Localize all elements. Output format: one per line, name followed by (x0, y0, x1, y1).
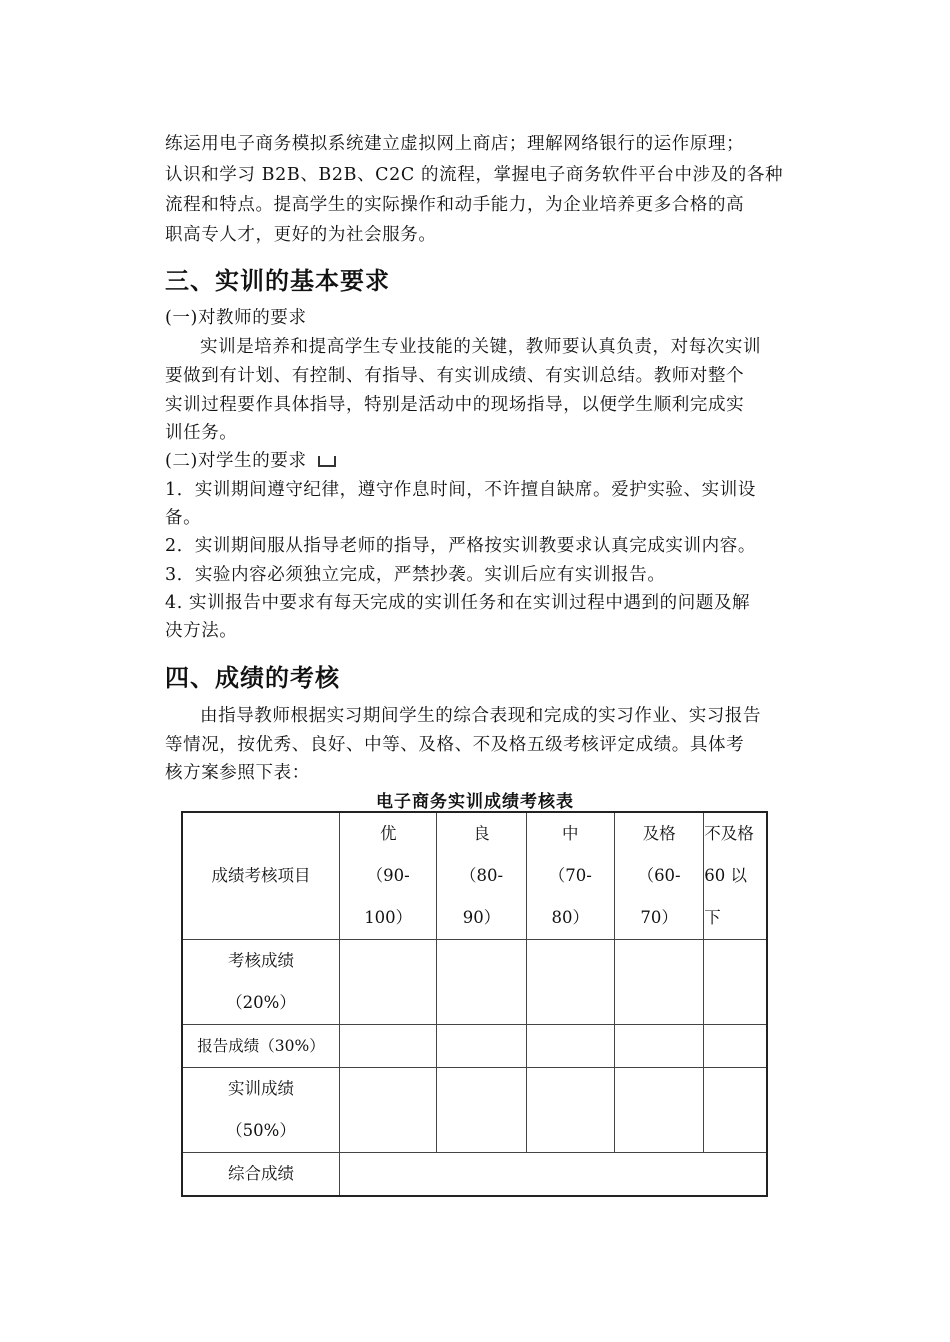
teacher-subheading: (一)对教师的要求 (165, 308, 307, 328)
grade-name: 良 (473, 824, 490, 843)
table-row (182, 1025, 767, 1068)
table-header-row (182, 812, 767, 940)
score-cell[interactable] (340, 940, 437, 1025)
grade-name: 不及格 (704, 824, 754, 843)
score-cell[interactable] (704, 940, 767, 1025)
score-cell[interactable] (614, 1068, 703, 1153)
score-cell[interactable] (526, 940, 614, 1025)
teacher-line: 实训过程要作具体指导，特别是活动中的现场指导，以便学生顺利完成实 (165, 395, 745, 415)
table-row (182, 1068, 767, 1153)
grade-range: 90） (462, 908, 501, 927)
score-cell[interactable] (437, 940, 526, 1025)
score-cell[interactable] (526, 1025, 614, 1068)
total-score-cell[interactable] (340, 1153, 767, 1197)
grade-name: 优 (379, 824, 397, 843)
intro-line: 认识和学习 B2B、B2B、C2C 的流程，掌握电子商务软件平台中涉及的各种 (165, 165, 784, 185)
student-line: 备。 (165, 508, 202, 528)
score-cell[interactable] (526, 1068, 614, 1153)
assessment-line: 核方案参照下表： (165, 763, 310, 783)
section-heading-3: 三、实训的基本要求 (165, 267, 390, 295)
score-cell[interactable] (437, 1025, 526, 1068)
grade-range: （90- (366, 866, 410, 885)
score-cell[interactable] (704, 1068, 767, 1153)
assessment-line: 等情况，按优秀、良好、中等、及格、不及格五级考核评定成绩。具体考 (165, 735, 745, 755)
table-row (182, 940, 767, 1025)
student-subheading: (二)对学生的要求 (165, 451, 307, 471)
teacher-line: 实训是培养和提高学生专业技能的关键，教师要认真负责，对每次实训 (200, 337, 762, 357)
score-cell[interactable] (614, 940, 703, 1025)
score-cell[interactable] (340, 1025, 437, 1068)
grade-range: （80- (459, 866, 504, 885)
assessment-line: 由指导教师根据实习期间学生的综合表现和完成的实习作业、实习报告 (200, 706, 762, 726)
grade-name: 及格 (642, 824, 676, 843)
score-cell[interactable] (437, 1068, 526, 1153)
row-label-cell (182, 1068, 340, 1153)
intro-line: 职高专人才，更好的为社会服务。 (165, 225, 437, 245)
text-cursor-mark (318, 456, 336, 467)
grade-range: 70） (640, 908, 678, 927)
row-label: 考核成绩 (228, 951, 295, 970)
header-item-cell (182, 812, 340, 940)
teacher-line: 训任务。 (165, 423, 238, 443)
row-weight: （50%） (226, 1121, 296, 1140)
row-label: 综合成绩 (228, 1164, 295, 1183)
grade-range: （70- (548, 866, 592, 885)
intro-line: 练运用电子商务模拟系统建立虚拟网上商店；理解网络银行的运作原理； (165, 134, 745, 154)
student-line: 决方法。 (165, 621, 238, 641)
header-item-label: 成绩考核项目 (211, 866, 311, 885)
grade-range: 100） (364, 908, 413, 927)
row-label-cell (182, 940, 340, 1025)
header-grade-cell (340, 812, 437, 940)
header-grade-cell (437, 812, 526, 940)
student-line: 4. 实训报告中要求有每天完成的实训任务和在实训过程中遇到的问题及解 (165, 593, 751, 613)
intro-line: 流程和特点。提高学生的实际操作和动手能力，为企业培养更多合格的高 (165, 195, 745, 215)
row-label-cell (182, 1153, 340, 1197)
header-grade-cell (526, 812, 614, 940)
student-line: 2．实训期间服从指导老师的指导，严格按实训教要求认真完成实训内容。 (165, 536, 756, 556)
grade-name: 中 (562, 824, 579, 843)
teacher-line: 要做到有计划、有控制、有指导、有实训成绩、有实训总结。教师对整个 (165, 366, 745, 386)
grade-range: 下 (704, 908, 721, 927)
score-cell[interactable] (614, 1025, 703, 1068)
table-title: 电子商务实训成绩考核表 (376, 792, 574, 812)
table-row (182, 1153, 767, 1197)
grade-range: （60- (637, 866, 681, 885)
section-heading-4: 四、成绩的考核 (165, 664, 340, 692)
student-line: 1．实训期间遵守纪律，遵守作息时间，不许擅自缺席。爱护实验、实训设 (165, 480, 756, 500)
score-cell[interactable] (704, 1025, 767, 1068)
grade-range: 60 以 (704, 866, 747, 885)
header-grade-cell (704, 812, 767, 940)
grade-range: 80） (551, 908, 590, 927)
row-label: 实训成绩 (228, 1079, 295, 1098)
header-grade-cell (614, 812, 703, 940)
row-label: 报告成绩（30%） (197, 1037, 325, 1055)
row-label-cell (182, 1025, 340, 1068)
row-weight: （20%） (226, 993, 296, 1012)
student-line: 3．实验内容必须独立完成，严禁抄袭。实训后应有实训报告。 (165, 565, 666, 585)
grade-table (181, 811, 768, 1197)
score-cell[interactable] (340, 1068, 437, 1153)
